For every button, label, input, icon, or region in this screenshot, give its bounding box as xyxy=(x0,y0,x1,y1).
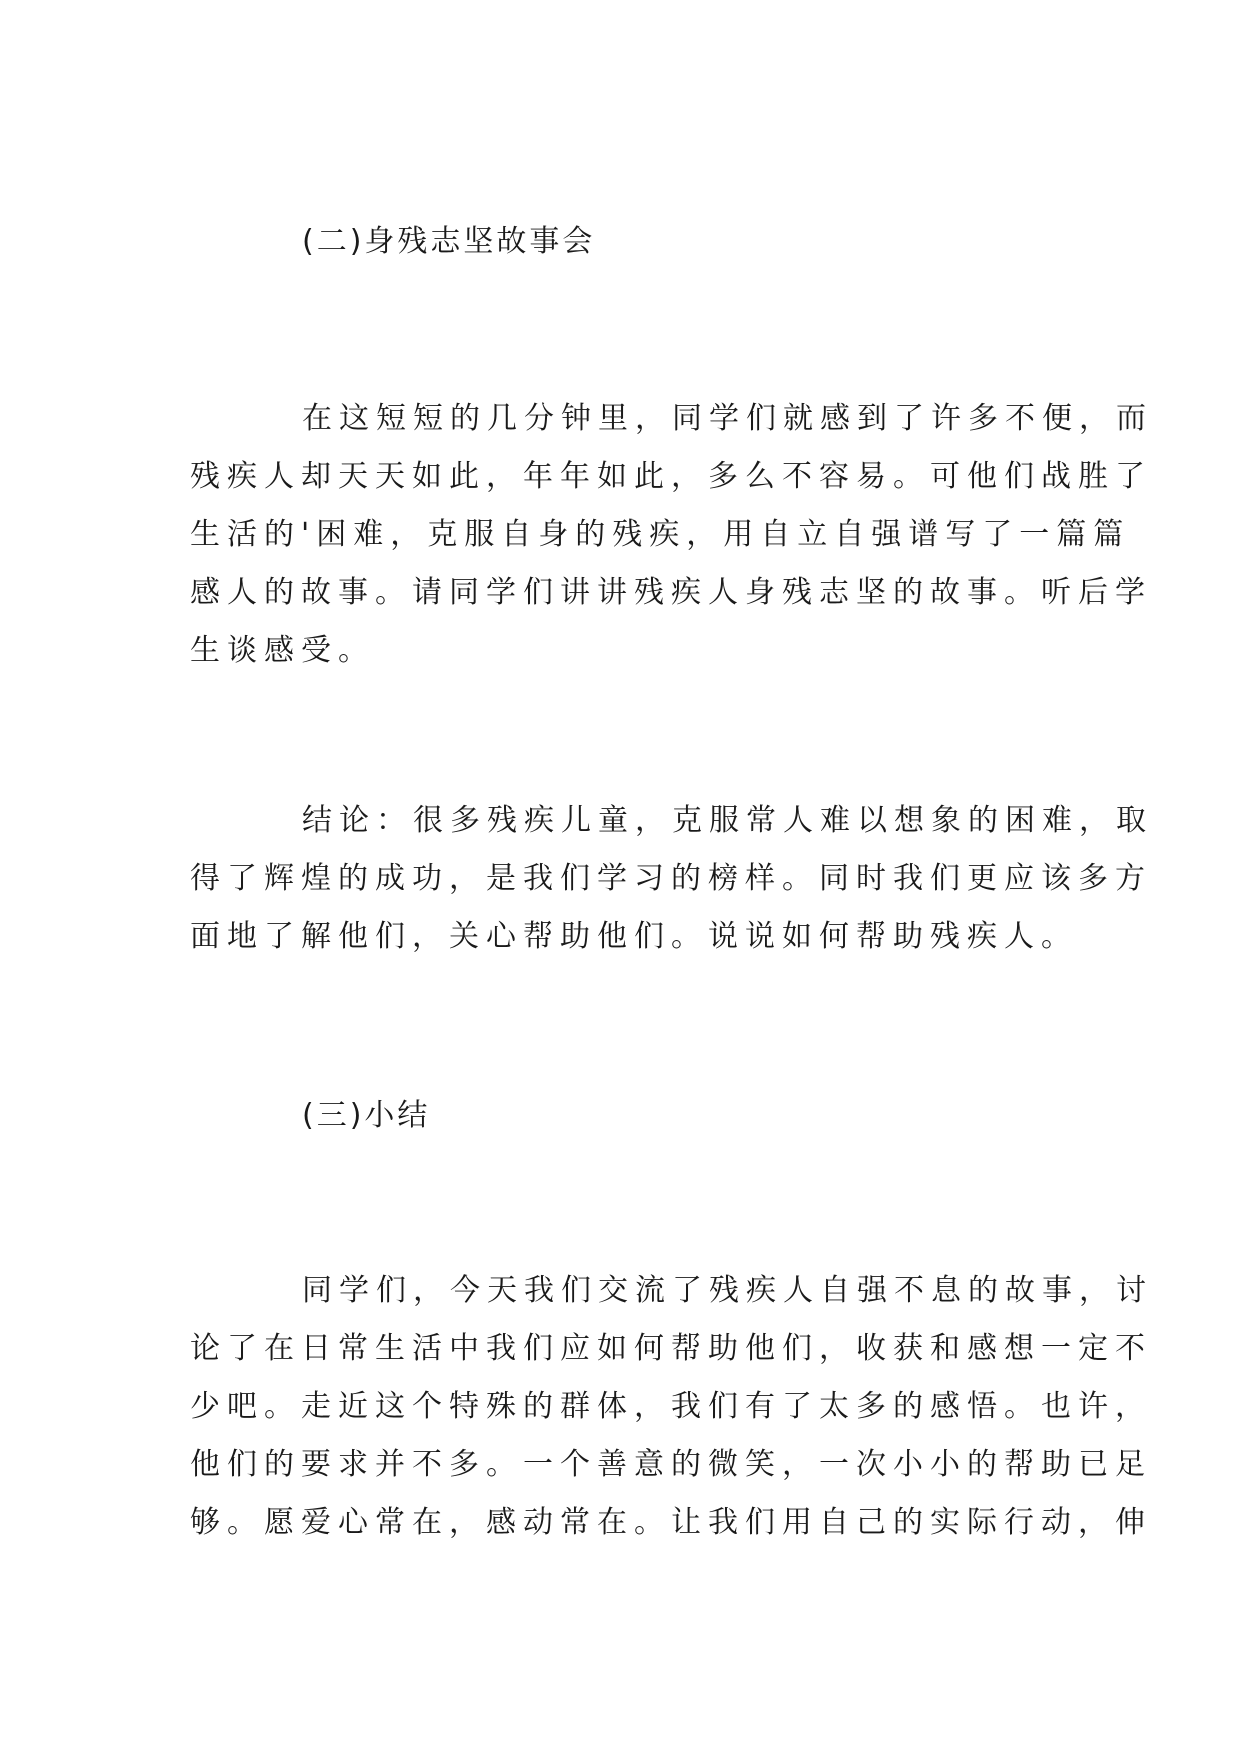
section-heading-summary: (三)小结 xyxy=(302,1098,431,1133)
paragraph-line: 论了在日常生活中我们应如何帮助他们，收获和感想一定不 xyxy=(190,1331,1152,1366)
paragraph-line: 结论：很多残疾儿童，克服常人难以想象的困难，取 xyxy=(302,803,1153,838)
paragraph-line: 他们的要求并不多。一个善意的微笑，一次小小的帮助已足 xyxy=(190,1447,1152,1482)
paragraph-line: 生活的'困难，克服自身的残疾，用自立自强谱写了一篇篇 xyxy=(190,517,1131,552)
paragraph-line: 在这短短的几分钟里，同学们就感到了许多不便，而 xyxy=(302,401,1153,436)
paragraph-line: 残疾人却天天如此，年年如此，多么不容易。可他们战胜了 xyxy=(190,459,1152,494)
paragraph-line: 少吧。走近这个特殊的群体，我们有了太多的感悟。也许， xyxy=(190,1389,1152,1424)
section-heading-story-meeting: (二)身残志坚故事会 xyxy=(302,224,596,259)
paragraph-line: 生谈感受。 xyxy=(190,633,375,668)
paragraph-line: 得了辉煌的成功，是我们学习的榜样。同时我们更应该多方 xyxy=(190,861,1152,896)
paragraph-line: 够。愿爱心常在，感动常在。让我们用自己的实际行动，伸 xyxy=(190,1505,1152,1540)
paragraph-conclusion xyxy=(190,792,1153,966)
paragraph-line: 面地了解他们，关心帮助他们。说说如何帮助残疾人。 xyxy=(190,919,1078,954)
paragraph-line: 同学们，今天我们交流了残疾人自强不息的故事，讨 xyxy=(302,1273,1153,1308)
paragraph-summary xyxy=(190,1262,1153,1552)
paragraph-story-intro xyxy=(190,390,1153,680)
paragraph-line: 感人的故事。请同学们讲讲残疾人身残志坚的故事。听后学 xyxy=(190,575,1152,610)
